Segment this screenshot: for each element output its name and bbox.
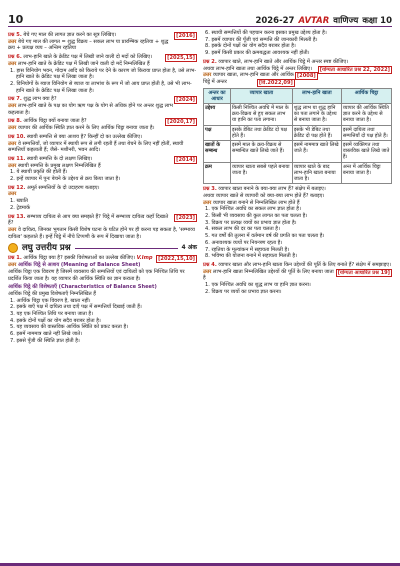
table-cell: इसमें व्यक्तिगत तथा वास्तविक खाते लिखे जाते हैं। — [341, 141, 391, 163]
list-item: 2. इसके बाएँ पक्ष में दायित्व तथा दाएँ पक्ष में सम्पत्तियाँ दिखाई जाती हैं। — [10, 304, 142, 311]
question-label: प्रश्न 11. — [8, 155, 26, 162]
question-3 — [203, 186, 392, 193]
question-10 — [8, 134, 197, 141]
answer-text: बेचे गए माल की लागत = शुद्ध विक्रय – सकल लाभ या प्रारम्भिक रहतिया + शुद्ध क्रय + प्रत्यक्ष व्यय – अन्तिम रहतिया — [8, 38, 169, 52]
list-item: 4. सकल लाभ की दर का पता चलता है। — [205, 226, 280, 233]
list-item: 1. ख्याति — [10, 198, 28, 205]
answer-text: लाभ-हानि खाता निम्नलिखित उद्देश्यों की पूर्ति के लिए बनाया जाता है — [203, 268, 334, 282]
list-item: 7. इससे पूँजी की स्थिति ज्ञात होती है। — [10, 337, 80, 344]
answer-label: उत्तर — [203, 72, 212, 79]
section-marks: 4 अंक — [181, 244, 197, 252]
lamp-icon — [8, 243, 18, 253]
list-item: 1. हास विनियोग भवन, गोदाम आदि को किराये पर देने के कारण जो किराया प्राप्त होता है, उसे लाभ-हानि खाते के क्रेडिट पक्ष में लिखा जाता है। — [10, 67, 197, 81]
year-ref: [2025,15] — [167, 55, 195, 62]
answer-label: उत्तर — [203, 199, 212, 206]
header-title — [255, 15, 392, 26]
question-label: प्रश्न 4. — [203, 262, 217, 268]
question-11 — [8, 156, 197, 163]
answer-text: आर्थिक चिट्ठा एक विवरण है जिसमें व्यवसाय की सम्पत्तियों एवं दायित्वों को एक निश्चित तिथि पर प्रदर्शित किया जाता है। यह व्यापार की आर्थिक स्थिति का ज्ञान कराता है। — [8, 268, 185, 282]
answer-5 — [8, 39, 197, 52]
answer-text: लाभ-हानि खाते के क्रेडिट पक्ष में लिखी जाने वाली दो मदें निम्नलिखित हैं — [18, 60, 150, 67]
year-ref: [2022,15,10] — [158, 256, 195, 263]
question-5 — [8, 32, 197, 39]
answer-text: वे दायित्व, जिनका भुगतान किसी विशेष घटना के घटित होने पर ही करना पड़ सकता है, 'सम्भाव्य दायित्व' कहलाते हैं। इन्हें चिट्ठे में नीचे टिप्पणी के रूप में दिखाया जाता है। — [8, 226, 195, 240]
list-item: 6. स्थायी सम्पत्तियों की पहचान करना इसका प्रमुख उद्देश्य होता है। — [205, 30, 327, 36]
right-column — [203, 30, 392, 345]
question-text: व्यापार खाता और लाभ-हानि खाता किन उद्देश्यों की पूर्ति के लिए बनाते हैं? संक्षेप में समझाइए। — [218, 262, 391, 268]
list-item: 7. इसमें व्यापार की पूँजी एवं सम्पत्ति की जानकारी मिलती है। — [205, 36, 318, 43]
comparison-table — [203, 88, 392, 185]
table-cell: शुद्ध लाभ या शुद्ध हानि का पता लगाने के उद्देश्य से बनाया जाता है। — [292, 104, 341, 126]
brand-logo: AVTAR — [298, 15, 330, 26]
question-text: आर्थिक चिट्ठा क्यों बनाया जाता है? — [23, 118, 87, 125]
question-text: सम्भाव्य दायित्व से आप क्या समझते हैं? — [26, 213, 101, 220]
table-cell: व्यापार की आर्थिक स्थिति ज्ञात करने के उद्देश्य से बनाया जाता है। — [341, 104, 391, 126]
year-ref: [वि.2022,09] — [258, 79, 293, 86]
answer-label: उत्तर — [8, 38, 17, 45]
list-item: 8. भविष्य की योजना बनाने में सहायता मिलती है। — [205, 253, 297, 260]
table-cell: अन्त में आर्थिक चिट्ठा बनाया जाता है। — [341, 162, 391, 184]
year-label: 2026-27 — [255, 15, 295, 26]
list-item: 2. ट्रेडमार्क — [10, 204, 31, 211]
question-text: शुद्ध लाभ क्या है? — [23, 96, 57, 103]
question-text: आर्थिक चिट्ठा क्या है? इसकी विशेषताओं का उल्लेख कीजिए। — [23, 255, 135, 262]
list-item: 1. आर्थिक चिट्ठा एक विवरण है, खाता नहीं। — [10, 297, 91, 304]
table-cell: इसके डेबिट तथा क्रेडिट दो पक्ष होते हैं। — [231, 125, 293, 140]
section-heading — [8, 243, 197, 253]
answer-text: व्यापार खाता, लाभ-हानि खाता और आर्थिक चिट्ठे में अन्तर — [203, 72, 294, 85]
table-cell: व्यापार खाते के बाद लाभ-हानि खाता बनाया जाता है। — [292, 162, 341, 184]
question-label: प्रश्न 10. — [8, 133, 26, 140]
question-text: स्थायी सम्पत्ति से क्या आशय है? किन्हीं दो का उल्लेख कीजिए। — [26, 133, 142, 140]
year-ref: [2014] — [176, 156, 195, 163]
question-text: स्थायी सम्पत्ति के दो लक्षण लिखिए। — [26, 155, 93, 162]
question-label: प्रश्न 8. — [8, 118, 22, 125]
section-divider — [75, 248, 178, 249]
question-13 — [8, 214, 197, 227]
question-label: प्रश्न 12. — [8, 184, 26, 191]
answer-10 — [8, 141, 197, 154]
answer-text: व्यापार खाता बनाने से निम्नलिखित लाभ होते हैं — [213, 199, 300, 206]
list-item: 8. इसके दोनों पक्षों का योग सदैव बराबर होता है। — [205, 43, 296, 50]
answer-3 — [203, 200, 392, 260]
features-heading: आर्थिक चिट्ठे की विशेषताएँ (Characteristics of Balance Sheet) — [8, 284, 157, 291]
page-number: 10 — [8, 13, 24, 26]
list-item: 2. विनियोगों के ब्याज विनियोग से ब्याज या लाभांश के रूप में जो आय प्राप्त होती है, उसे भी लाभ-हानि खाते के क्रेडिट पक्ष में लिखा जाता है। — [10, 80, 192, 94]
question-text: व्यापार खाता बनाने के क्या-क्या लाभ हैं? संक्षेप में बताइए। — [218, 186, 326, 193]
list-item: 4. इसके दोनों पक्षों का योग सदैव बराबर होता है। — [10, 317, 101, 324]
answer-text: वे सम्पत्तियाँ, जो व्यापार में स्थायी रूप से लगी रहती हैं तथा बेचने के लिए नहीं होतीं, स्थायी सम्पत्तियाँ कहलाती हैं; जैसे- मशीनरी, भवन आदि। — [8, 140, 184, 154]
table-row — [204, 125, 392, 140]
question-6 — [8, 54, 197, 61]
table-cell: इसके भी डेबिट तथा क्रेडिट दो पक्ष होते हैं। — [292, 125, 341, 140]
question-label: प्रश्न 2. — [203, 58, 217, 65]
answer-13 — [8, 227, 197, 240]
list-item: 1. ये स्थायी प्रकृति की होती हैं। — [10, 169, 68, 176]
list-item: 5. यह व्यवसाय की वास्तविक आर्थिक स्थिति को प्रकट करता है। — [10, 324, 129, 331]
answer-12 — [8, 191, 197, 211]
list-item: 5. गत वर्षों की तुलना में वर्तमान वर्ष की प्रगति का पता चलता है। — [205, 233, 325, 240]
list-item: 1. एक निश्चित अवधि का शुद्ध लाभ या हानि ज्ञात करना। — [205, 282, 311, 289]
question-12 — [8, 185, 197, 192]
answer-6 — [8, 61, 197, 95]
table-cell: क्रम — [204, 162, 231, 184]
year-ref: [2023] — [176, 214, 195, 221]
question-label: प्रश्न 6. — [8, 54, 22, 61]
table-cell: व्यापार खाता सबसे पहले बनाया जाता है। — [231, 162, 293, 184]
question-subtext: अथवा लाभ-हानि खाता तथा आर्थिक चिट्ठे में अन्तर लिखिए। — [203, 65, 313, 72]
question-text: अमूर्त सम्पत्तियों के दो उदाहरण बताइए। — [26, 184, 100, 191]
table-header: अन्तर का आधार — [204, 88, 231, 103]
question-label: प्रश्न 7. — [8, 96, 22, 103]
class-label: कक्षा 10 — [362, 16, 392, 26]
features-intro: आर्थिक चिट्ठे की प्रमुख विशेषताएँ निम्नलिखित हैं — [8, 290, 96, 297]
question-text: व्यापार खाते, लाभ-हानि खाते और आर्थिक चिट्ठे में अन्तर स्पष्ट कीजिए। — [218, 58, 349, 65]
table-cell: इसमें नाममात्र खाते लिखे जाते हैं। — [292, 141, 341, 163]
answer-label: उत्तर — [8, 162, 17, 169]
table-cell: इसमें दायित्व तथा सम्पत्तियाँ दो पक्ष होते हैं। — [341, 125, 391, 140]
list-item: 2. किसी भी व्यवसाय की कुल लागत का पता चलता है। — [205, 213, 308, 220]
list-item: 9. इसमें किसी प्रकार की क्रमबद्धता आवश्यक नहीं होती। — [205, 50, 310, 57]
question-text: बेचे गए माल की लागत ज्ञात करने का सूत्र लिखिए। — [23, 32, 117, 38]
list-item: 2. विक्रय पर व्ययों का प्रभाव ज्ञात करना। — [205, 288, 282, 295]
page-header — [8, 6, 392, 27]
table-row — [204, 104, 392, 126]
year-ref: [2024] — [176, 97, 195, 104]
left-column — [8, 30, 197, 345]
answer-heading: आर्थिक चिट्ठे से आशय (Meaning of Balance Sheet) — [18, 262, 141, 269]
table-cell: उद्देश्य — [204, 104, 231, 126]
answer-text: लाभ-हानि खाते के पक्ष का योग ऋण पक्ष के योग से अधिक होने पर अन्तर शुद्ध लाभ कहलाता है। — [8, 103, 174, 116]
table-row — [204, 141, 392, 163]
year-ref: [2020,17] — [167, 119, 195, 126]
answer-text: स्थायी सम्पत्ति के प्रमुख लक्षण निम्नलिखित हैं — [18, 162, 101, 169]
question-label: प्रश्न 5. — [8, 32, 22, 38]
question-text: लाभ-हानि खाते के क्रेडिट पक्ष में लिखी जाने वाली दो मदों को लिखिए। — [23, 54, 153, 61]
list-item: 3. विक्रय पर प्रत्यक्ष व्ययों का प्रभाव ज्ञात होता है। — [205, 219, 297, 226]
answer-label: उत्तर — [8, 60, 17, 67]
table-cell: इसमें माल के क्रय-विक्रय से सम्बन्धित खाते लिखे जाते हैं। — [231, 141, 293, 163]
columns — [8, 30, 392, 345]
table-cell: किसी निश्चित अवधि में माल के क्रय-विक्रय से हुए सकल लाभ या हानि का पता लगाना। — [231, 104, 293, 126]
list-item: 2. इन्हें व्यापार में पुनः बेचने के उद्देश्य से क्रय किया जाता है। — [10, 176, 121, 183]
question-subtext: अथवा व्यापार खाते से व्यापारी को क्या-क्या लाभ होते हैं? बताइए। — [203, 192, 325, 199]
year-ref: [2016] — [176, 33, 195, 39]
answer-label: उत्तर — [8, 191, 17, 198]
year-ref: [योग्यता आधारित प्रश्न 22, 2022] — [319, 66, 390, 73]
subject-label: वाणिज्य — [333, 16, 359, 26]
answer-label: उत्तर — [8, 103, 17, 110]
answer-7 — [8, 103, 197, 116]
answer-label: उत्तर — [8, 140, 17, 147]
answer-label: उत्तर — [8, 226, 17, 233]
question-label: प्रश्न 3. — [203, 186, 217, 193]
answer-label: उत्तर — [8, 262, 17, 269]
question-subtext: चिट्ठे में सम्भाव्य दायित्व कहाँ दिखाते हैं? — [8, 213, 169, 227]
list-item: 6. अनावश्यक व्ययों पर नियन्त्रण रहता है। — [205, 239, 283, 246]
year-ref: [योग्यता आधारित प्रश्न 19] — [337, 269, 390, 276]
answer-text: व्यापार की आर्थिक स्थिति ज्ञात करने के लिए आर्थिक चिट्ठा बनाया जाता है। — [18, 125, 155, 132]
answer-11 — [8, 163, 197, 183]
question-label: प्रश्न 13. — [8, 213, 26, 220]
list-item: 1. एक निश्चित अवधि का सकल लाभ ज्ञात होता है। — [205, 206, 301, 213]
table-header: व्यापार खाता — [231, 88, 293, 103]
question-label: प्रश्न 1. — [8, 255, 22, 262]
table-header: लाभ-हानि खाता — [292, 88, 341, 103]
list-item: 6. इसमें नाममात्र खाते नहीं लिखे जाते। — [10, 331, 83, 338]
year-ref: [2008] — [296, 73, 316, 80]
importance-tag: V.Imp — [136, 255, 153, 262]
table-cell: पक्ष — [204, 125, 231, 140]
table-header: आर्थिक चिट्ठा — [341, 88, 391, 103]
answer-label: उत्तर — [8, 125, 17, 132]
list-item: 7. रहतिया के मूल्यांकन में सहायता मिलती है। — [205, 246, 290, 253]
table-cell: खातों के सम्बन्ध — [204, 141, 231, 163]
section-title: लघु उत्तरीय प्रश्न — [22, 243, 71, 254]
table-header-row — [204, 88, 392, 103]
answer-label: उत्तर — [203, 268, 212, 275]
list-item: 3. यह एक निश्चित तिथि पर बनाया जाता है। — [10, 311, 94, 318]
answer-1 — [8, 262, 197, 282]
table-row — [204, 162, 392, 184]
